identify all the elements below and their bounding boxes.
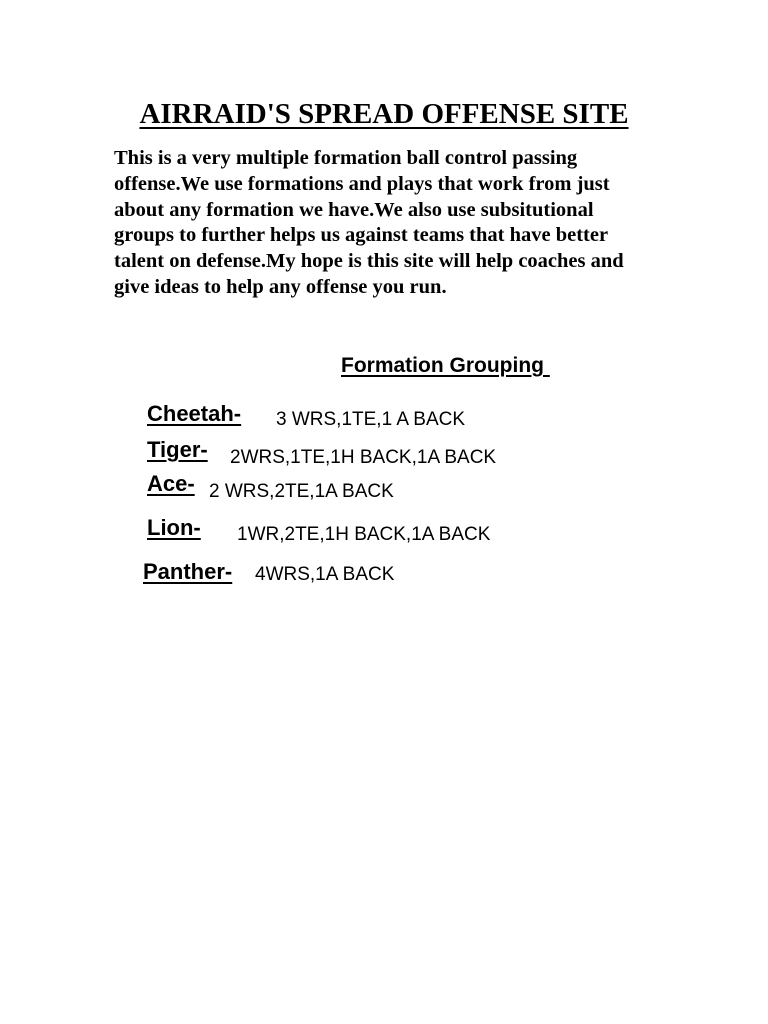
- formation-grouping-heading: Formation Grouping: [341, 354, 550, 377]
- formation-name: Panther-: [143, 559, 233, 584]
- page-title-text: AIRRAID'S SPREAD OFFENSE SITE: [139, 98, 629, 130]
- intro-paragraph: This is a very multiple formation ball control passing offense.We use formations and plays that work from just about any formation we have.We also use subsitutional groups to further helps us against teams that have better talent on defense.My hope is this site will help coaches and give ideas to help any offense you run.: [114, 147, 624, 298]
- formation-description: 2 WRS,2TE,1A BACK: [209, 481, 394, 502]
- formation-name: Lion-: [147, 515, 201, 540]
- formation-description: 4WRS,1A BACK: [255, 564, 395, 585]
- formation-description: 1WR,2TE,1H BACK,1A BACK: [237, 524, 491, 545]
- formation-name: Tiger-: [147, 437, 208, 462]
- formation-name: Ace-: [147, 471, 195, 496]
- formation-description: 2WRS,1TE,1H BACK,1A BACK: [230, 447, 497, 468]
- formation-name: Cheetah-: [147, 401, 242, 426]
- formation-description: 3 WRS,1TE,1 A BACK: [276, 409, 466, 430]
